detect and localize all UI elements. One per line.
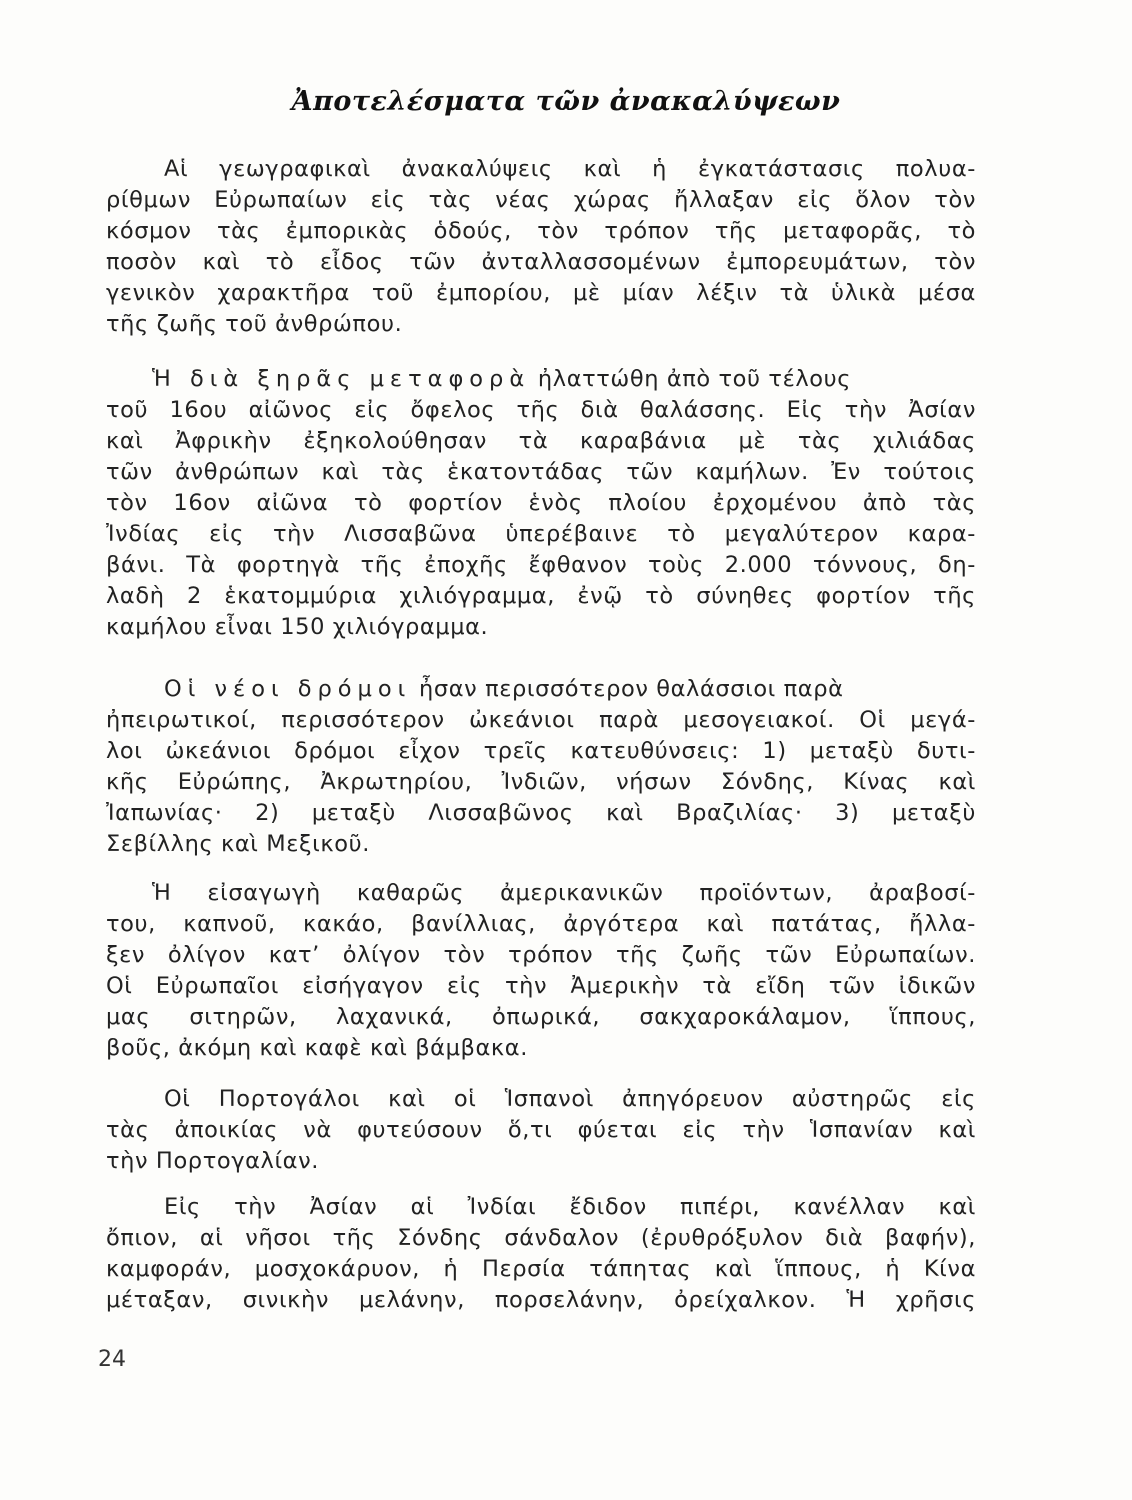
text-line: Σεβίλλης καὶ Μεξικοῦ. [106,831,370,857]
text-line: κῆς Εὐρώπης, Ἀκρωτηρίου, Ἰνδιῶν, νήσων Σόνδης, Κίνας καὶ [106,769,976,795]
text-line: καὶ Ἀφρικὴν ἐξηκολούθησαν τὰ καραβάνια μὲ τὰς χιλιάδας [106,428,976,454]
text-line: ἠπειρωτικοί, περισσότερον ὠκεάνιοι παρὰ μεσογειακοί. Οἱ μεγά- [106,707,976,733]
spaced-lead: Οἱ νέοι δρόμοι [164,676,412,702]
text-line: του, καπνοῦ, κακάο, βανίλλιας, ἀργότερα καὶ πατάτας, ἤλλα- [106,911,976,937]
page-number: 24 [98,1347,126,1372]
text-line: κόσμον τὰς ἐμπορικὰς ὁδούς, τὸν τρόπον τῆς μεταφορᾶς, τὸ [106,218,976,244]
text-line: μέταξαν, σινικὴν μελάνην, πορσελάνην, ὀρείχαλκον. Ἡ χρῆσις [106,1287,976,1313]
text-line: τοῦ 16ου αἰῶνος εἰς ὄφελος τῆς διὰ θαλάσσης. Εἰς τὴν Ἀσίαν [106,397,976,423]
text-line: τὰς ἀποικίας νὰ φυτεύσουν ὅ,τι φύεται εἰς τὴν Ἱσπανίαν καὶ [106,1117,976,1143]
paragraph-3 [106,674,976,860]
text-line: βάνι. Τὰ φορτηγὰ τῆς ἐποχῆς ἔφθανον τοὺς 2.000 τόννους, δη- [106,552,976,578]
paragraph-5 [106,1084,976,1177]
text-line: Ἰνδίας εἰς τὴν Λισσαβῶνα ὑπερέβαινε τὸ μεγαλύτερον καρα- [106,521,976,547]
text-line: βοῦς, ἀκόμη καὶ καφὲ καὶ βάμβακα. [106,1035,528,1061]
text-line: ρίθμων Εὐρωπαίων εἰς τὰς νέας χώρας ἤλλαξαν εἰς ὅλον τὸν [106,187,976,213]
paragraph-4 [106,878,976,1064]
text-line: καμφοράν, μοσχοκάρυον, ἡ Περσία τάπητας καὶ ἵππους, ἡ Κίνα [106,1256,976,1282]
paragraph-1 [106,154,976,340]
text-line: ξεν ὀλίγον κατ’ ὀλίγον τὸν τρόπον τῆς ζωῆς τῶν Εὐρωπαίων. [106,942,976,968]
paragraph-2 [106,364,976,643]
text-line: τὸν 16ον αἰῶνα τὸ φορτίον ἑνὸς πλοίου ἐρχομένου ἀπὸ τὰς [106,490,976,516]
page-title: Ἀποτελέσματα τῶν ἀνακαλύψεων [291,86,841,117]
text-line: Οἱ Εὐρωπαῖοι εἰσήγαγον εἰς τὴν Ἀμερικὴν τὰ εἴδη τῶν ἰδικῶν [106,973,976,999]
text-line: Οἱ Πορτογάλοι καὶ οἱ Ἱσπανοὶ ἀπηγόρευον αὐστηρῶς εἰς [164,1086,976,1112]
text-line: Ἡ εἰσαγωγὴ καθαρῶς ἀμερικανικῶν προϊόντων, ἀραβοσί- [152,880,976,906]
text-line: ποσὸν καὶ τὸ εἶδος τῶν ἀνταλλασσομένων ἐμπορευμάτων, τὸν [106,249,976,275]
text-line: τῆς ζωῆς τοῦ ἀνθρώπου. [106,311,403,337]
text-line: γενικὸν χαρακτῆρα τοῦ ἐμπορίου, μὲ μίαν λέξιν τὰ ὑλικὰ μέσα [106,280,976,306]
text-line: τῶν ἀνθρώπων καὶ τὰς ἑκατοντάδας τῶν καμήλων. Ἐν τούτοις [106,459,976,485]
text-fragment: ἠλαττώθη ἀπὸ τοῦ τέλους [530,366,852,392]
text-line: τὴν Πορτογαλίαν. [106,1148,320,1174]
text-fragment: ἦσαν περισσότερον θαλάσσιοι παρὰ [411,676,844,702]
text-line: μας σιτηρῶν, λαχανικά, ὀπωρικά, σακχαροκάλαμον, ἵππους, [106,1004,976,1030]
text-line: Ἰαπωνίας· 2) μεταξὺ Λισσαβῶνος καὶ Βραζιλίας· 3) μεταξὺ [106,800,976,826]
text-line: λοι ὠκεάνιοι δρόμοι εἶχον τρεῖς κατευθύνσεις: 1) μεταξὺ δυτι- [106,738,976,764]
text-line: Αἱ γεωγραφικαὶ ἀνακαλύψεις καὶ ἡ ἐγκατάστασις πολυα- [164,156,976,182]
text-line: λαδὴ 2 ἑκατομμύρια χιλιόγραμμα, ἐνῷ τὸ σύνηθες φορτίον τῆς [106,583,976,609]
text-line [106,674,976,705]
text-line: Εἰς τὴν Ἀσίαν αἱ Ἰνδίαι ἔδιδον πιπέρι, κανέλλαν καὶ [164,1194,976,1220]
text-line: ὄπιον, αἱ νῆσοι τῆς Σόνδης σάνδαλον (ἐρυθρόξυλον διὰ βαφήν), [106,1225,976,1251]
paragraph-6 [106,1192,976,1316]
text-line: καμήλου εἶναι 150 χιλιόγραμμα. [106,614,489,640]
text-line [106,364,976,395]
spaced-lead: Ἡ διὰ ξηρᾶς μεταφορὰ [152,366,531,392]
